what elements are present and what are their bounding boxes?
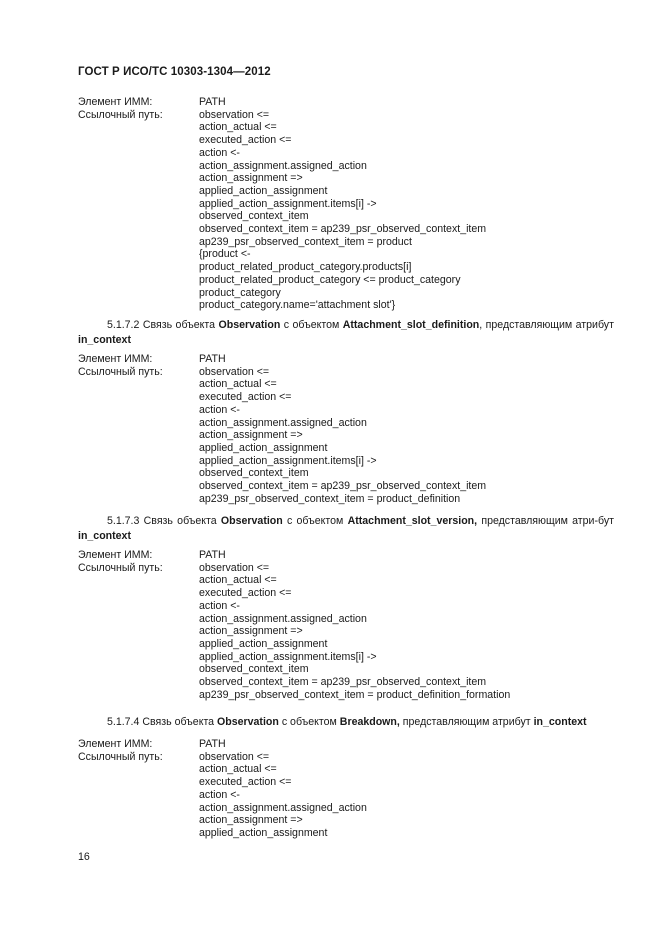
entity-name: Attachment_slot_version, bbox=[347, 515, 478, 527]
path-line: action_assignment.assigned_action bbox=[199, 416, 367, 429]
path-line: {product <- bbox=[199, 248, 251, 261]
imm-value: PATH bbox=[199, 353, 226, 365]
section-text: представляющим атрибут bbox=[402, 716, 531, 728]
section-text: Связь объекта bbox=[142, 319, 216, 331]
section-text: представляющим атри-бут bbox=[481, 515, 614, 527]
path-line: observed_context_item bbox=[199, 663, 309, 676]
path-line: action_assignment.assigned_action bbox=[199, 159, 367, 172]
path-line: observed_context_item bbox=[199, 467, 309, 480]
entity-name: Observation bbox=[218, 319, 281, 331]
path-line: action_actual <= bbox=[199, 574, 277, 587]
reference-path bbox=[78, 751, 618, 840]
path-line: applied_action_assignment bbox=[199, 441, 328, 454]
path-line: action_assignment => bbox=[199, 172, 303, 185]
entity-name: Observation bbox=[220, 515, 283, 527]
ref-path-label: Ссылочный путь: bbox=[78, 365, 163, 378]
imm-label: Элемент ИММ: bbox=[78, 353, 153, 365]
path-line: action_assignment.assigned_action bbox=[199, 612, 367, 625]
section-text: с объектом bbox=[283, 319, 340, 331]
imm-value: PATH bbox=[199, 96, 226, 108]
path-line: applied_action_assignment.items[i] -> bbox=[199, 454, 377, 467]
section-5-1-7-2 bbox=[78, 318, 614, 347]
path-line: action <- bbox=[199, 788, 240, 801]
path-line: action_actual <= bbox=[199, 121, 277, 134]
path-line: product_category bbox=[199, 286, 281, 299]
path-line: executed_action <= bbox=[199, 134, 292, 147]
section-text: с объектом bbox=[281, 716, 337, 728]
path-line: product_category.name='attachment slot'} bbox=[199, 299, 396, 312]
imm-value: PATH bbox=[199, 549, 226, 561]
reference-path bbox=[78, 562, 618, 702]
path-line: observed_context_item = ap239_psr_observed_context_item bbox=[199, 676, 487, 689]
mapping-block-1 bbox=[78, 96, 618, 312]
section-number: 5.1.7.4 bbox=[107, 716, 140, 728]
path-line: observation <= bbox=[199, 750, 270, 763]
path-line: applied_action_assignment bbox=[199, 826, 328, 839]
path-line: action_actual <= bbox=[199, 378, 277, 391]
path-line: observed_context_item = ap239_psr_observed_context_item bbox=[199, 480, 487, 493]
section-text: Связь объекта bbox=[142, 716, 215, 728]
entity-name: Breakdown, bbox=[339, 716, 400, 728]
reference-path bbox=[78, 109, 618, 312]
section-text: с объектом bbox=[287, 515, 344, 527]
section-text: Связь объекта bbox=[143, 515, 217, 527]
mapping-block-2 bbox=[78, 353, 618, 505]
section-text: , представляющим атрибут bbox=[479, 319, 614, 331]
entity-name: Attachment_slot_definition bbox=[342, 319, 480, 331]
path-line: observed_context_item bbox=[199, 210, 309, 223]
path-line: executed_action <= bbox=[199, 587, 292, 600]
path-line: product_related_product_category.products[i] bbox=[199, 261, 412, 274]
attribute-name: in_context bbox=[78, 529, 131, 542]
path-line: applied_action_assignment.items[i] -> bbox=[199, 650, 377, 663]
section-number: 5.1.7.3 bbox=[107, 515, 140, 527]
path-line: action <- bbox=[199, 599, 240, 612]
path-line: action <- bbox=[199, 403, 240, 416]
section-5-1-7-3 bbox=[78, 514, 614, 543]
path-line: ap239_psr_observed_context_item = product_definition_formation bbox=[199, 688, 511, 701]
reference-path bbox=[78, 366, 618, 506]
path-line: ap239_psr_observed_context_item = product bbox=[199, 235, 412, 248]
section-number: 5.1.7.2 bbox=[107, 319, 140, 331]
imm-label: Элемент ИММ: bbox=[78, 96, 153, 108]
mapping-block-3 bbox=[78, 549, 618, 701]
path-line: observed_context_item = ap239_psr_observed_context_item bbox=[199, 223, 487, 236]
imm-label: Элемент ИММ: bbox=[78, 738, 153, 750]
attribute-name: in_context bbox=[78, 333, 131, 346]
path-line: executed_action <= bbox=[199, 776, 292, 789]
path-line: action_assignment => bbox=[199, 814, 303, 827]
path-line: observation <= bbox=[199, 108, 270, 121]
path-line: action_actual <= bbox=[199, 763, 277, 776]
entity-name: Observation bbox=[217, 716, 279, 728]
attribute-name: in_context bbox=[533, 716, 587, 728]
path-line: applied_action_assignment bbox=[199, 637, 328, 650]
page-number: 16 bbox=[78, 851, 90, 863]
path-line: applied_action_assignment.items[i] -> bbox=[199, 197, 377, 210]
path-line: product_related_product_category <= product_category bbox=[199, 273, 461, 286]
ref-path-label: Ссылочный путь: bbox=[78, 561, 163, 574]
path-line: action <- bbox=[199, 146, 240, 159]
imm-label: Элемент ИММ: bbox=[78, 549, 153, 561]
ref-path-label: Ссылочный путь: bbox=[78, 750, 163, 763]
path-line: ap239_psr_observed_context_item = product_definition bbox=[199, 492, 461, 505]
path-line: action_assignment => bbox=[199, 429, 303, 442]
section-5-1-7-4 bbox=[78, 715, 614, 730]
path-line: observation <= bbox=[199, 561, 270, 574]
standard-header: ГОСТ Р ИСО/ТС 10303-1304—2012 bbox=[78, 66, 271, 78]
path-line: action_assignment.assigned_action bbox=[199, 801, 367, 814]
path-line: executed_action <= bbox=[199, 391, 292, 404]
path-line: observation <= bbox=[199, 365, 270, 378]
ref-path-label: Ссылочный путь: bbox=[78, 108, 163, 121]
path-line: applied_action_assignment bbox=[199, 184, 328, 197]
path-line: action_assignment => bbox=[199, 625, 303, 638]
mapping-block-4 bbox=[78, 738, 618, 840]
imm-value: PATH bbox=[199, 738, 226, 750]
